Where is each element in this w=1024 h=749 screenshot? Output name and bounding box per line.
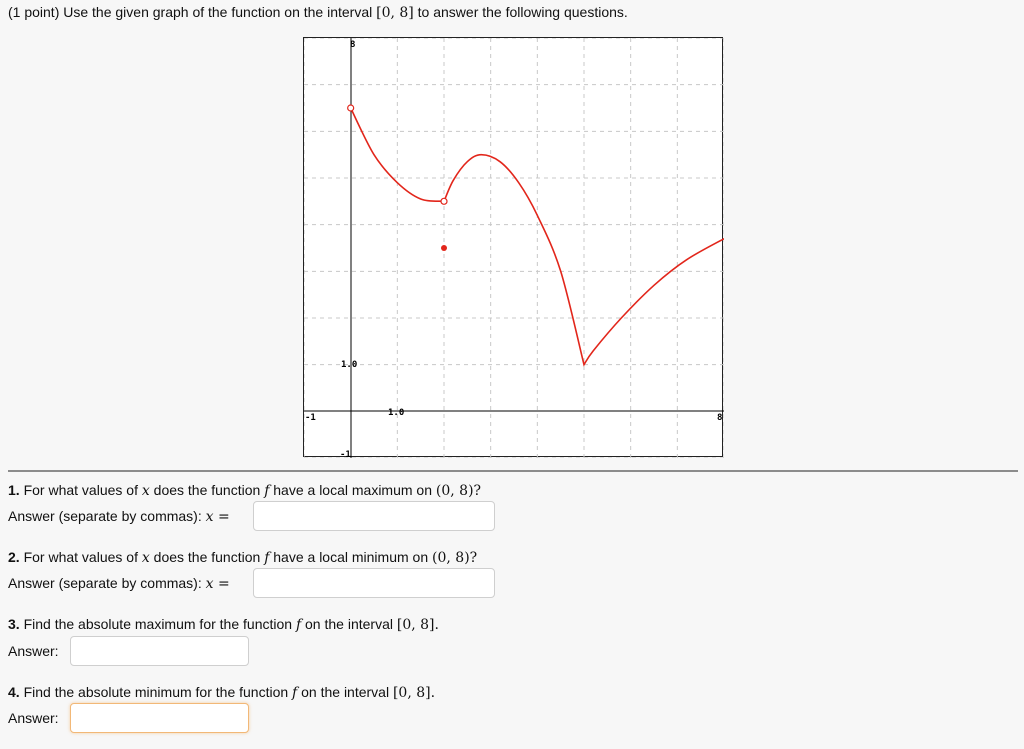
answer-input-3[interactable] bbox=[70, 636, 249, 666]
question-number: 3. bbox=[8, 616, 20, 632]
math-variable: x bbox=[141, 550, 150, 566]
math-interval: [0, 8]. bbox=[396, 617, 439, 633]
math-interval: (0, 8)? bbox=[432, 550, 478, 566]
question-text: For what values of bbox=[23, 549, 138, 565]
question-text: on the interval bbox=[305, 616, 393, 632]
question-number: 1. bbox=[8, 482, 20, 498]
closed-point bbox=[441, 245, 447, 251]
x-min-tick-label: -1 bbox=[305, 413, 316, 423]
problem-intro bbox=[8, 4, 628, 21]
x-max-tick-label: 8 bbox=[717, 413, 723, 423]
open-point bbox=[348, 105, 354, 111]
curve-segment-2 bbox=[444, 155, 724, 365]
math-function: f bbox=[295, 617, 302, 633]
intro-text-after: to answer the following questions. bbox=[417, 4, 628, 20]
function-graph bbox=[303, 37, 723, 457]
answer-label-text: Answer: bbox=[8, 710, 59, 726]
question-text: Find the absolute maximum for the function bbox=[23, 616, 293, 632]
y-max-tick-label: 8 bbox=[350, 40, 356, 50]
math-function: f bbox=[292, 685, 298, 701]
answer-label-2 bbox=[8, 575, 230, 592]
answer-label-4 bbox=[8, 710, 59, 726]
intro-text-before: Use the given graph of the function on the interval bbox=[63, 4, 373, 20]
section-divider bbox=[8, 470, 1018, 472]
answer-label-3 bbox=[8, 643, 59, 659]
intro-interval: [0, 8] bbox=[376, 5, 414, 21]
math-interval: [0, 8]. bbox=[392, 685, 436, 701]
question-1 bbox=[8, 482, 481, 499]
answer-variable: x = bbox=[205, 576, 230, 592]
grid-lines bbox=[304, 38, 724, 458]
answer-label-text: Answer: bbox=[8, 643, 59, 659]
question-text: have a local minimum on bbox=[273, 549, 429, 565]
open-point bbox=[441, 198, 447, 204]
points-label: (1 point) bbox=[8, 4, 60, 20]
question-text: on the interval bbox=[301, 684, 390, 700]
question-2 bbox=[8, 549, 477, 566]
question-text: does the function bbox=[153, 482, 261, 498]
question-4 bbox=[8, 684, 435, 701]
answer-input-4[interactable] bbox=[70, 703, 249, 733]
question-text: For what values of bbox=[23, 482, 138, 498]
math-function: f bbox=[264, 550, 270, 566]
curve-layer bbox=[348, 105, 724, 365]
answer-label-text: Answer (separate by commas): bbox=[8, 508, 202, 524]
y-min-tick-label: -1 bbox=[340, 450, 351, 458]
math-variable: x bbox=[141, 483, 150, 499]
math-interval: (0, 8)? bbox=[435, 483, 482, 499]
x-unit-tick-label: 1.0 bbox=[388, 408, 405, 418]
question-text: does the function bbox=[153, 549, 261, 565]
y-unit-tick-label: 1.0 bbox=[341, 360, 358, 370]
answer-variable: x = bbox=[205, 509, 230, 525]
answer-input-1[interactable] bbox=[253, 501, 495, 531]
question-3 bbox=[8, 616, 439, 633]
question-text: have a local maximum on bbox=[273, 482, 433, 498]
question-text: Find the absolute minimum for the function bbox=[23, 684, 289, 700]
graph-canvas bbox=[304, 38, 724, 458]
answer-label-text: Answer (separate by commas): bbox=[8, 575, 202, 591]
question-number: 2. bbox=[8, 549, 20, 565]
answer-label-1 bbox=[8, 508, 230, 525]
answer-input-2[interactable] bbox=[253, 568, 495, 598]
question-number: 4. bbox=[8, 684, 20, 700]
math-function: f bbox=[264, 483, 270, 499]
